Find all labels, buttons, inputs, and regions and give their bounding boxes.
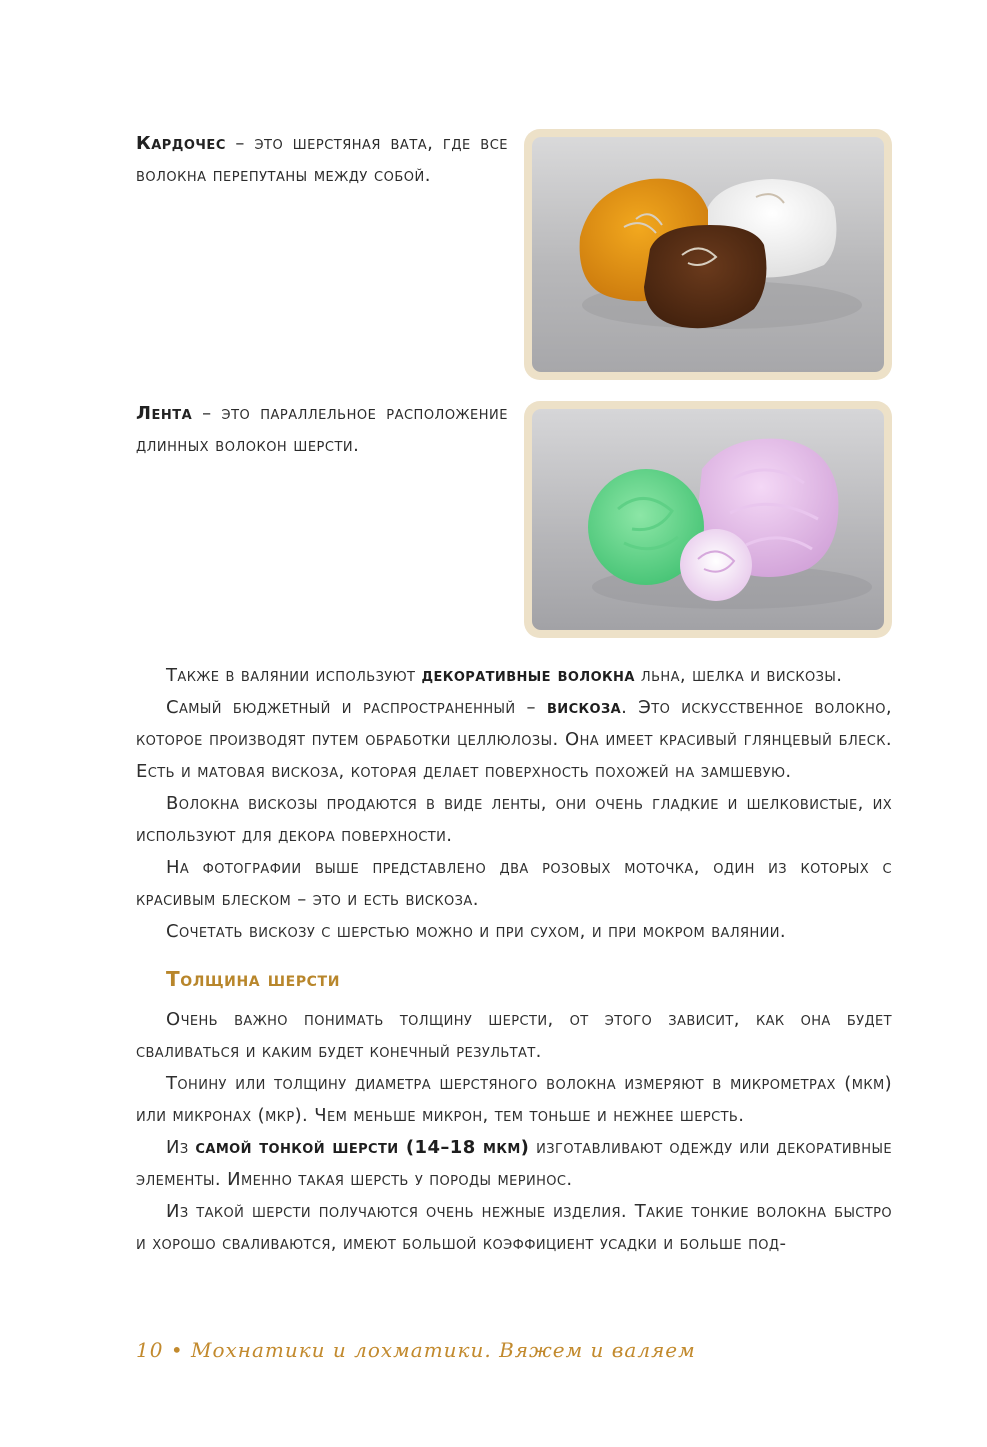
paragraph-combine: Сочетать вискозу с шерстью можно и при сухом, и при мокром валянии. (166, 921, 786, 942)
p1-text-a: Также в валянии используют (166, 665, 422, 686)
paragraph-photo-note: На фотографии выше представлено два розовых моточка, один из которых с красивым блеском – это и есть вискоза. (136, 857, 892, 910)
paragraph-thickness: Очень важно понимать толщину шерсти, от этого зависит, как она будет сваливаться и каким будет конечный результат. (136, 1009, 892, 1062)
lenta-description: – это параллельное расположение длинных волокон шерсти. (136, 403, 508, 456)
wool-batts-photo (532, 137, 884, 372)
paragraph-decorative-fibers (136, 660, 892, 692)
kardoches-definition (136, 128, 508, 192)
paragraph-viscose-fibers: Волокна вискозы продаются в виде ленты, они очень гладкие и шелковистые, их используют для декора поверхности. (136, 793, 892, 846)
photo-lenta (524, 401, 892, 638)
photo-kardoches (524, 129, 892, 380)
kardoches-description: – это шерстяная вата, где все волокна перепутаны между собой. (136, 133, 508, 186)
book-title: Мохнатики и лохматики. Вяжем и валяем (190, 1338, 696, 1362)
p2-bold-term: вискоза (547, 697, 622, 718)
page-footer (136, 1338, 696, 1362)
main-text (136, 660, 892, 1260)
paragraph-viscose (136, 692, 892, 788)
p1-bold-term: декоративные волокна (421, 665, 635, 686)
p8-bold-term: самой тонкой шерсти (14–18 мкм) (195, 1137, 530, 1158)
p2-text-c: . Это искусственное волокно, которое производят путем обработки целлюлозы. Она имеет красивый глянцевый блеск. Есть и матовая вискоза, которая делает поверхность похожей на замшевую. (136, 697, 892, 782)
paragraph-finest-wool (136, 1132, 892, 1196)
section-heading: Толщина шерсти (166, 967, 341, 991)
p8-text-c: изготавливают одежду или декоративные элементы. Именно такая шерсть у породы меринос. (136, 1137, 892, 1190)
p8-text-a: Из (166, 1137, 196, 1158)
paragraph-microns: Тонину или толщину диаметра шерстяного волокна измеряют в микрометрах (мкм) или микронах (мкр). Чем меньше микрон, тем тоньше и нежнее шерсть. (136, 1073, 892, 1126)
term-lenta: Лента (136, 403, 193, 424)
paragraph-delicate-items: Из такой шерсти получаются очень нежные изделия. Такие тонкие волокна быстро и хорошо сваливаются, имеют большой коэффициент усадки и больше под- (136, 1201, 892, 1254)
footer-separator: • (170, 1338, 184, 1362)
p2-text-a: Самый бюджетный и распространенный – (166, 697, 547, 718)
page-number: 10 (136, 1338, 164, 1362)
wool-tops-photo (532, 409, 884, 630)
lenta-definition (136, 398, 508, 462)
term-kardoches: Кардочес (136, 133, 226, 154)
p1-text-c: льна, шелка и вискозы. (634, 665, 843, 686)
